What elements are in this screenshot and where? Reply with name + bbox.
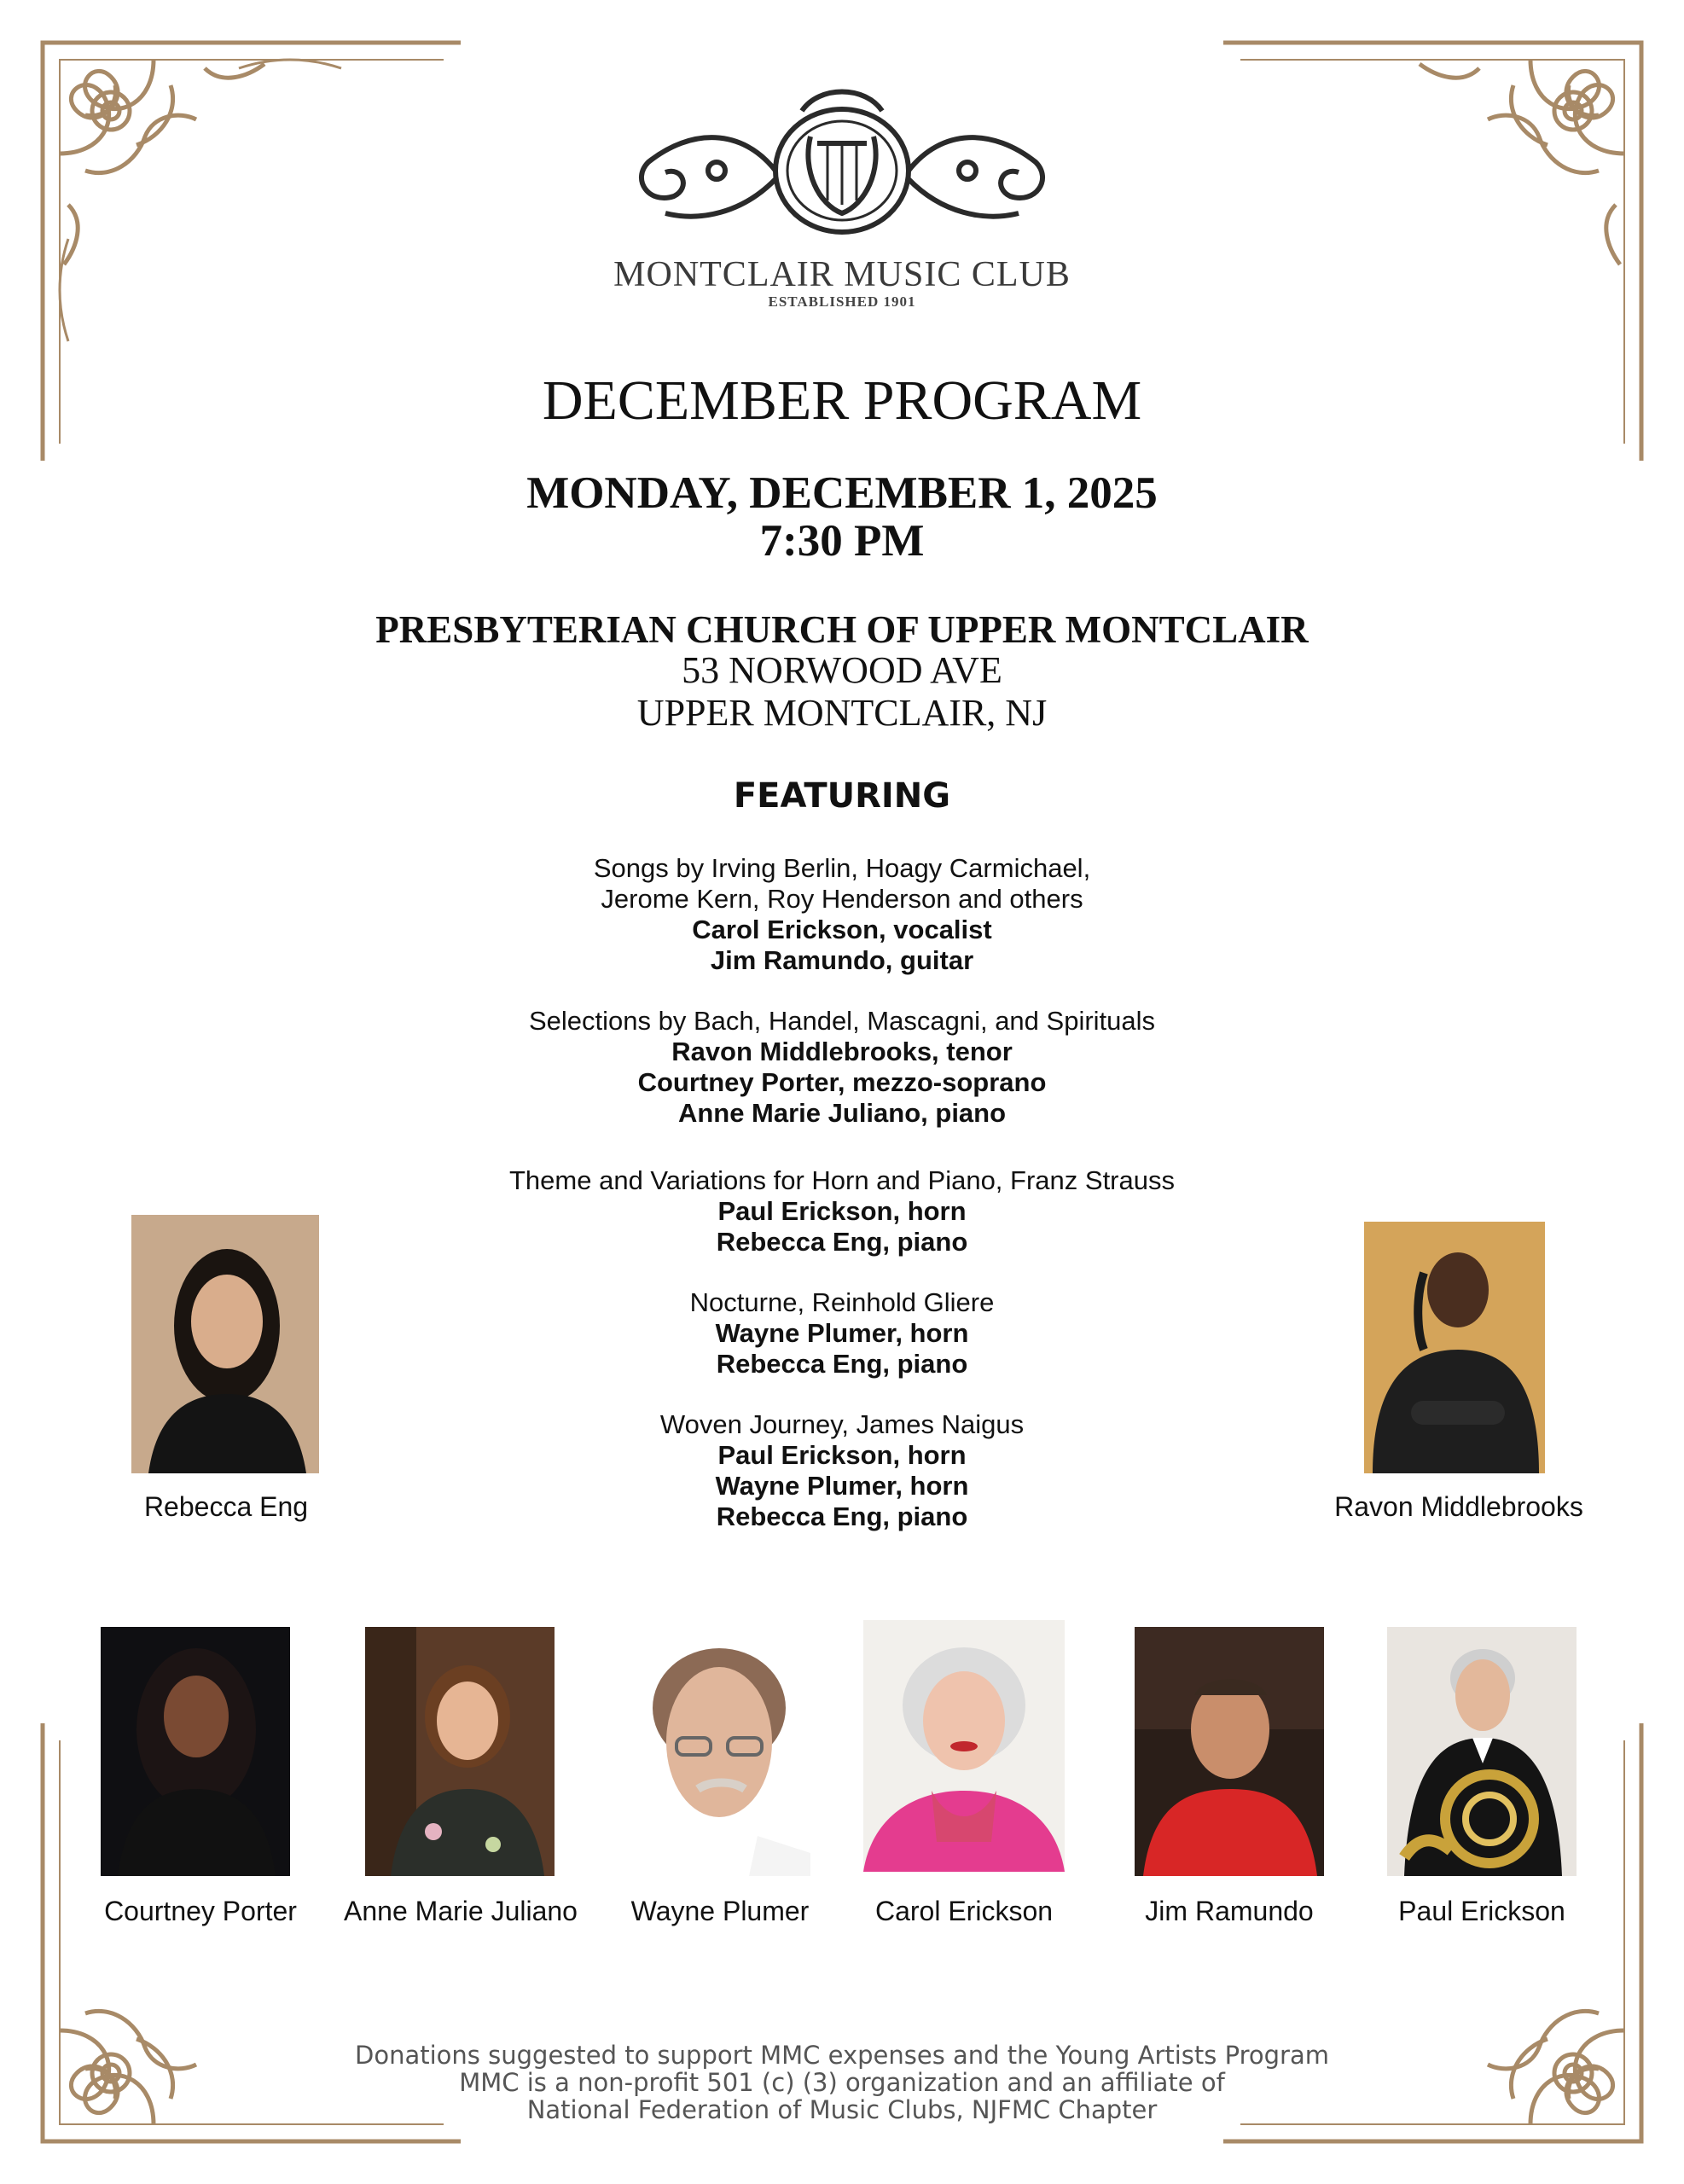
program-description: Songs by Irving Berlin, Hoagy Carmichael, bbox=[593, 853, 1091, 883]
performer: Anne Marie Juliano, piano bbox=[677, 1098, 1007, 1128]
photo-courtney-porter bbox=[101, 1627, 290, 1876]
address-line-1: 53 NORWOOD AVE bbox=[682, 649, 1002, 691]
program-item bbox=[0, 853, 1684, 976]
photo-ravon-middlebrooks bbox=[1364, 1222, 1545, 1473]
program-description: Woven Journey, James Naigus bbox=[659, 1409, 1025, 1439]
venue-name: PRESBYTERIAN CHURCH OF UPPER MONTCLAIR bbox=[375, 608, 1309, 651]
caption-paul-erickson: Paul Erickson bbox=[1398, 1896, 1565, 1926]
performer: Wayne Plumer, horn bbox=[715, 1471, 969, 1501]
caption-courtney-porter: Courtney Porter bbox=[104, 1896, 297, 1926]
program-description: Selections by Bach, Handel, Mascagni, and Spirituals bbox=[528, 1006, 1156, 1036]
performer: Rebecca Eng, piano bbox=[716, 1349, 968, 1379]
photo-carol-erickson bbox=[863, 1620, 1065, 1872]
performer: Courtney Porter, mezzo-soprano bbox=[637, 1067, 1047, 1097]
established-text: ESTABLISHED 1901 bbox=[768, 293, 916, 310]
performer: Jim Ramundo, guitar bbox=[710, 945, 974, 975]
performer: Wayne Plumer, horn bbox=[715, 1318, 969, 1348]
event-time: 7:30 PM bbox=[759, 516, 925, 566]
photo-rebecca-eng bbox=[131, 1215, 319, 1473]
photo-jim-ramundo bbox=[1135, 1627, 1324, 1876]
caption-ravon-middlebrooks: Ravon Middlebrooks bbox=[1334, 1491, 1583, 1522]
performer: Paul Erickson, horn bbox=[717, 1440, 967, 1470]
event-date: MONDAY, DECEMBER 1, 2025 bbox=[526, 468, 1158, 518]
photo-paul-erickson bbox=[1387, 1627, 1577, 1876]
performer: Rebecca Eng, piano bbox=[716, 1227, 968, 1257]
caption-carol-erickson: Carol Erickson bbox=[874, 1896, 1054, 1926]
footer-nonprofit: MMC is a non-profit 501 (c) (3) organization and an affiliate of bbox=[459, 2068, 1225, 2097]
footer-affiliation: National Federation of Music Clubs, NJFMC Chapter bbox=[526, 2095, 1158, 2124]
performer: Carol Erickson, vocalist bbox=[692, 915, 992, 944]
footer-donations: Donations suggested to support MMC expenses and the Young Artists Program bbox=[355, 2041, 1329, 2070]
performer: Ravon Middlebrooks, tenor bbox=[671, 1037, 1013, 1066]
caption-rebecca-eng: Rebecca Eng bbox=[143, 1491, 309, 1522]
caption-jim-ramundo: Jim Ramundo bbox=[1145, 1896, 1314, 1926]
program-description: Jerome Kern, Roy Henderson and others bbox=[601, 884, 1083, 914]
program-title: DECEMBER PROGRAM bbox=[542, 369, 1142, 432]
caption-anne-marie-juliano: Anne Marie Juliano bbox=[344, 1896, 578, 1926]
program-item bbox=[0, 1006, 1684, 1129]
address-line-2: UPPER MONTCLAIR, NJ bbox=[636, 692, 1048, 734]
performer: Paul Erickson, horn bbox=[717, 1196, 967, 1226]
caption-wayne-plumer: Wayne Plumer bbox=[630, 1896, 810, 1926]
featuring-heading: FEATURING bbox=[733, 776, 951, 816]
performer: Rebecca Eng, piano bbox=[716, 1502, 968, 1531]
program-description: Nocturne, Reinhold Gliere bbox=[689, 1287, 995, 1317]
photo-anne-marie-juliano bbox=[365, 1627, 555, 1876]
program-description: Theme and Variations for Horn and Piano, Franz Strauss bbox=[509, 1165, 1175, 1195]
photo-wayne-plumer bbox=[630, 1631, 810, 1876]
club-name: MONTCLAIR MUSIC CLUB bbox=[613, 255, 1071, 294]
